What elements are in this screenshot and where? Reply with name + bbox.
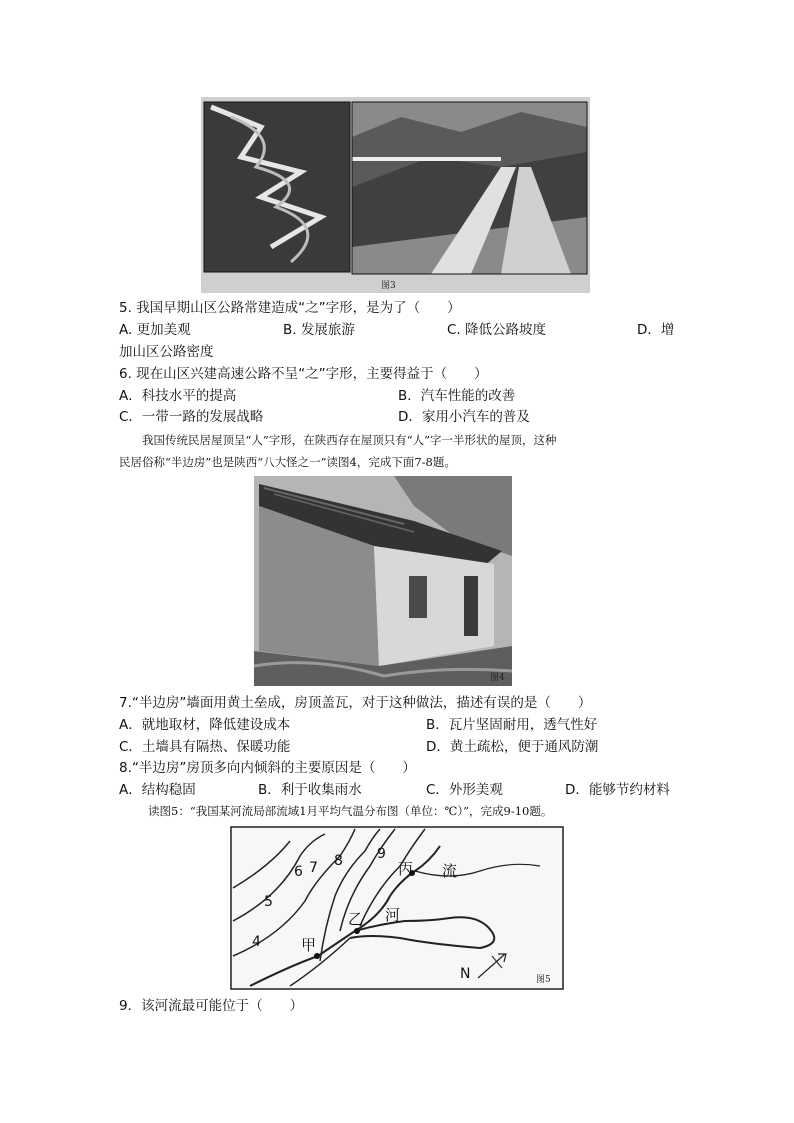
q6-option-b: B．汽车性能的改善 bbox=[398, 388, 516, 404]
isotherm-label-8: 8 bbox=[334, 853, 343, 869]
q8-option-d: D．能够节约材料 bbox=[565, 782, 670, 798]
q8-option-c: C．外形美观 bbox=[426, 782, 503, 798]
place-yi: 乙 bbox=[348, 910, 364, 928]
q8-option-b: B．利于收集雨水 bbox=[258, 782, 362, 798]
isotherm-label-9: 9 bbox=[377, 846, 386, 862]
mountain-road-photos bbox=[201, 97, 590, 293]
isotherm-label-5: 5 bbox=[264, 894, 273, 910]
isotherm-label-4: 4 bbox=[252, 934, 261, 950]
half-roof-house-photo bbox=[254, 476, 512, 686]
north-label: N bbox=[460, 966, 471, 982]
q6-option-c: C．一带一路的发展战略 bbox=[119, 409, 264, 425]
q7-option-b: B．瓦片坚固耐用，透气性好 bbox=[426, 717, 598, 733]
q6-option-d: D．家用小汽车的普及 bbox=[398, 409, 530, 425]
intro-7-8-line2: 民居俗称“半边房”也是陕西“八大怪之一”读图4，完成下面7-8题。 bbox=[119, 455, 456, 469]
figure-4-label: 图4 bbox=[490, 673, 505, 683]
question-7-stem: 7.“半边房”墙面用黄土垒成，房顶盖瓦，对于这种做法，描述有误的是（ ） bbox=[119, 695, 592, 711]
question-8-stem: 8.“半边房”房顶多向内倾斜的主要原因是（ ） bbox=[119, 760, 416, 776]
figure-5-map bbox=[230, 826, 564, 990]
place-bing: 丙 bbox=[398, 860, 414, 878]
q5-option-d-wrap: 加山区公路密度 bbox=[119, 344, 214, 360]
q5-option-c: C. 降低公路坡度 bbox=[447, 322, 547, 338]
question-9-stem: 9．该河流最可能位于（ ） bbox=[119, 998, 304, 1014]
question-5-stem: 5. 我国早期山区公路常建造成“之”字形，是为了（ ） bbox=[119, 300, 461, 316]
river-char-he: 河 bbox=[385, 906, 401, 924]
q5-option-d: D．增 bbox=[637, 322, 675, 338]
q5-option-a: A. 更加美观 bbox=[119, 322, 191, 338]
isotherm-label-7: 7 bbox=[309, 860, 318, 876]
isotherm-label-6: 6 bbox=[294, 864, 303, 880]
river-char-liu: 流 bbox=[442, 862, 458, 880]
q6-option-a: A．科技水平的提高 bbox=[119, 388, 237, 404]
question-6-stem: 6. 现在山区兴建高速公路不呈“之”字形，主要得益于（ ） bbox=[119, 366, 488, 382]
intro-7-8-line1: 我国传统民居屋顶呈“人”字形，在陕西存在屋顶只有“人”字一半形状的屋顶，这种 bbox=[119, 433, 557, 447]
figure-4-photo bbox=[254, 476, 512, 686]
q5-option-b: B. 发展旅游 bbox=[283, 322, 355, 338]
q8-option-a: A．结构稳固 bbox=[119, 782, 196, 798]
q7-option-c: C．土墙具有隔热、保暖功能 bbox=[119, 739, 291, 755]
intro-9-10: 读图5：“我国某河流局部流域1月平均气温分布图（单位：℃）”，完成9-10题。 bbox=[148, 804, 553, 818]
figure-3-label: 图3 bbox=[381, 281, 396, 291]
place-jia: 甲 bbox=[301, 936, 317, 954]
figure-5-label: 图5 bbox=[536, 975, 551, 985]
q7-option-a: A．就地取材，降低建设成本 bbox=[119, 717, 291, 733]
figure-3-photo bbox=[201, 97, 590, 293]
q7-option-d: D．黄土疏松，便于通风防潮 bbox=[426, 739, 599, 755]
